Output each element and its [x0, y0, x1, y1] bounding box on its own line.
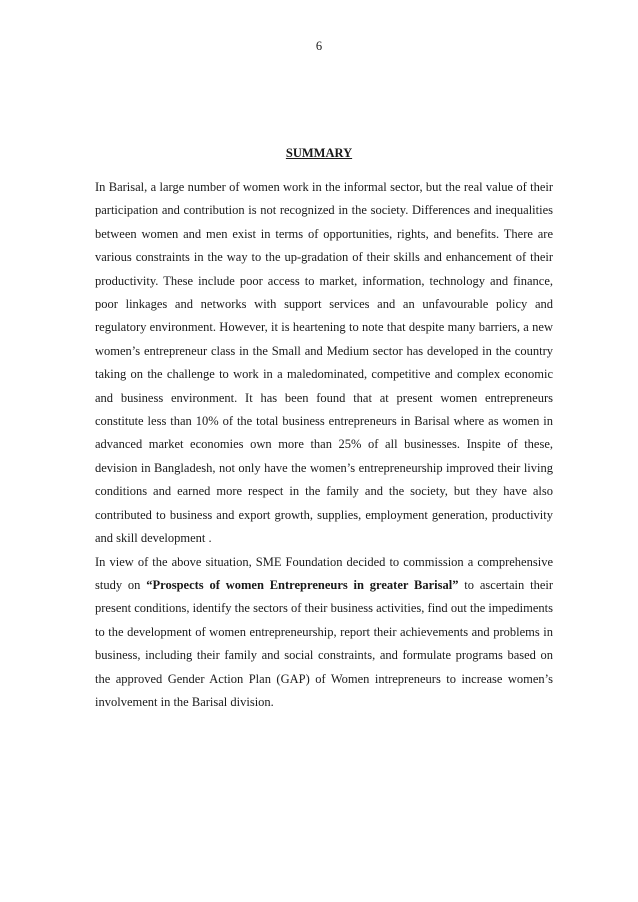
- page-number: 6: [315, 39, 323, 53]
- paragraph-2-rest: to ascertain their present conditions, identify the sectors of their business activities, find out the impediments to the development of women entrepreneurship, report their achievements and problems in business, including their family and social constraints, and formulate programs based on the approved Gender Action Plan (GAP) of Women intrepreneurs to increase women’s involvement in the Barisal division.: [95, 577, 554, 709]
- summary-paragraph-2: [95, 551, 553, 715]
- summary-heading: SUMMARY: [285, 146, 353, 160]
- study-title: “Prospects of women Entrepreneurs in greater Barisal”: [146, 577, 459, 592]
- paragraph-2-intro: In view of the above situation, SME Foundation decided to commission a comprehensive study on: [95, 554, 553, 592]
- summary-body: [95, 176, 553, 714]
- summary-paragraph-1: In Barisal, a large number of women work in the informal sector, but the real value of their participation and contribution is not recognized in the society. Differences and inequalities between women and men exist in terms of opportunities, rights, and benefits. There are various constraints in the way to the up-gradation of their skills and enhancement of their productivity. These include poor access to market, information, technology and finance, poor linkages and networks with support services and an unfavourable policy and regulatory environment. However, it is heartening to note that despite many barriers, a new women’s entrepreneur class in the Small and Medium sector has developed in the country taking on the challenge to work in a maledominated, competitive and complex economic and business environment. It has been found that at present women entrepreneurs constitute less than 10% of the total business entrepreneurs in Barisal where as women in advanced market economies own more than 25% of all businesses. Inspite of these, devision in Bangladesh, not only have the women’s entrepreneurship improved their living conditions and earned more respect in the family and the society, but they have also contributed to business and export growth, supplies, employment generation, productivity and skill development .: [95, 180, 553, 546]
